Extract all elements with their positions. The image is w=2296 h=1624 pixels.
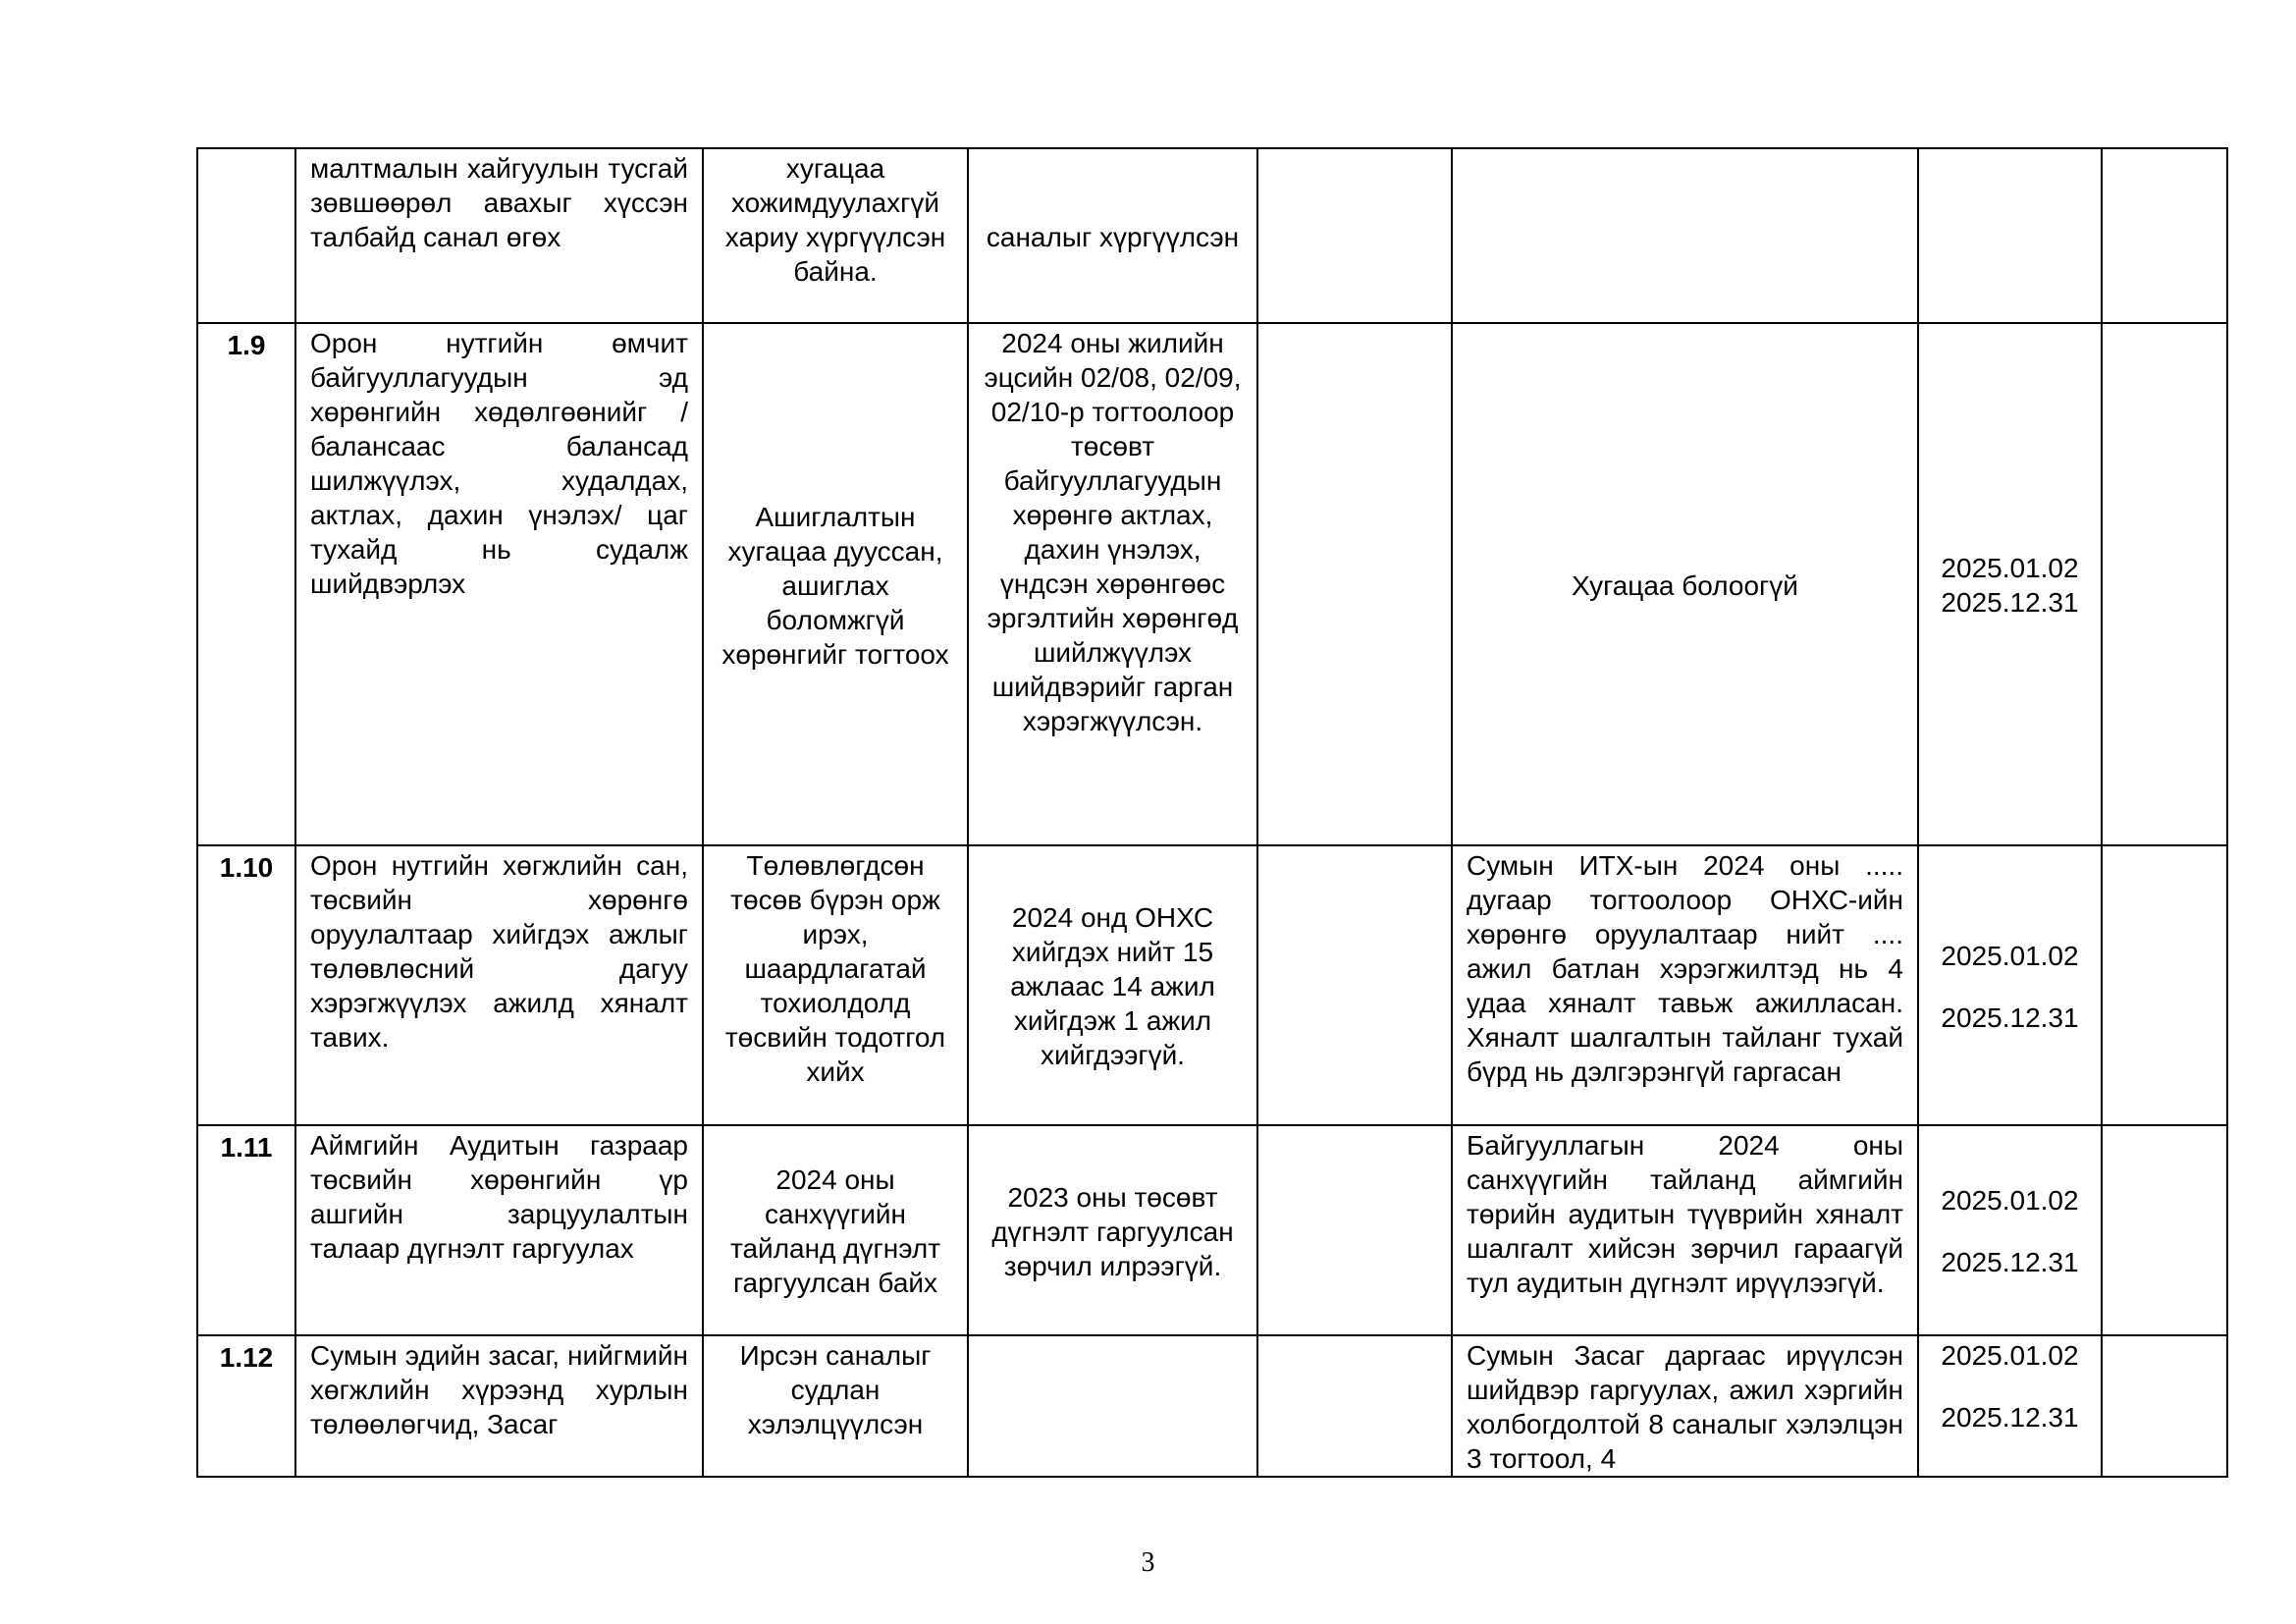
table-row bbox=[197, 1335, 2227, 1477]
page-number: 3 bbox=[1141, 1547, 1155, 1578]
criteria-cell bbox=[703, 148, 968, 323]
evaluation-text: Сумын ИТХ-ын 2024 оны ..... дугаар тогтоолоор ОНХС-ийн хөрөнгө оруулалтаар нийт .... ажил батлан хэрэгжилтэд нь 4 удаа хяналт тавьж ажилласан. Хяналт шалгалтын тайланг тухай бүрд нь дэлгэрэнгүй гаргасан bbox=[1467, 850, 1903, 1087]
empty-cell bbox=[2102, 323, 2227, 845]
criteria-text: Ашиглалтын хугацаа дууссан, ашиглах боломжгүй хөрөнгийг тогтоох bbox=[721, 501, 949, 670]
empty-cell bbox=[2102, 148, 2227, 323]
row-number: 1.12 bbox=[219, 1342, 274, 1373]
task-text: Орон нутгийн өмчит байгууллагуудын эд хөрөнгийн хөдөлгөөнийг /балансаас балансад шилжүүлэх, худалдах, актлах, дахин үнэлэх/ цаг тухайд нь судалж шийдвэрлэх bbox=[310, 328, 688, 599]
criteria-cell bbox=[703, 323, 968, 845]
result-cell bbox=[968, 845, 1257, 1125]
table-row bbox=[197, 1125, 2227, 1335]
result-cell bbox=[968, 148, 1257, 323]
row-number-cell bbox=[197, 323, 295, 845]
date-end: 2025.12.31 bbox=[1941, 1001, 2079, 1033]
empty-cell bbox=[1257, 1335, 1452, 1477]
row-number bbox=[198, 151, 294, 153]
table-row bbox=[197, 148, 2227, 323]
task-cell bbox=[295, 1125, 703, 1335]
task-cell bbox=[295, 845, 703, 1125]
date-start: 2025.01.02 bbox=[1941, 940, 2079, 971]
date-cell bbox=[1918, 1125, 2102, 1335]
date-cell bbox=[1918, 845, 2102, 1125]
evaluation-text: Байгууллагын 2024 оны санхүүгийн тайланд аймгийн төрийн аудитын түүврийн хяналт шалгалт хийсэн зөрчил гараагүй тул аудитын дүгнэлт ирүүлээгүй. bbox=[1467, 1130, 1903, 1298]
row-number-cell bbox=[197, 1335, 295, 1477]
result-cell bbox=[968, 323, 1257, 845]
evaluation-cell bbox=[1452, 845, 1918, 1125]
evaluation-cell bbox=[1452, 323, 1918, 845]
result-text: 2024 оны жилийн эцсийн 02/08, 02/09, 02/10-р тогтоолоор төсөвт байгууллагуудын хөрөнгө актлах, дахин үнэлэх, үндсэн хөрөнгөөс эргэлтийн хөрөнгөд шийлжүүлэх шийдвэрийг гарган хэрэгжүүлсэн. bbox=[984, 328, 1242, 736]
empty-cell bbox=[2102, 845, 2227, 1125]
date-start: 2025.01.02 bbox=[1941, 1185, 2079, 1216]
date-cell bbox=[1918, 1335, 2102, 1477]
criteria-cell bbox=[703, 1335, 968, 1477]
table-row bbox=[197, 323, 2227, 845]
empty-cell bbox=[1257, 845, 1452, 1125]
result-text: саналыг хүргүүлсэн bbox=[986, 221, 1240, 252]
task-cell bbox=[295, 323, 703, 845]
criteria-text: Ирсэн саналыг судлан хэлэлцүүлсэн bbox=[739, 1340, 932, 1439]
date-cell bbox=[1918, 148, 2102, 323]
empty-cell bbox=[1257, 1125, 1452, 1335]
task-text: Орон нутгийн хөгжлийн сан, төсвийн хөрөнгө оруулалтаар хийгдэх ажлыг төлөвлөсний дагуу хэрэгжүүлэх ажилд хяналт тавих. bbox=[310, 850, 688, 1053]
criteria-text: 2024 оны санхүүгийн тайланд дүгнэлт гаргуулсан байх bbox=[729, 1164, 941, 1298]
task-cell bbox=[295, 1335, 703, 1477]
task-text: Сумын эдийн засаг, нийгмийн хөгжлийн хүрээнд хурлын төлөөлөгчид, Засаг bbox=[310, 1340, 688, 1439]
task-text: малтмалын хайгуулын тусгай зөвшөөрөл авахыг хүссэн талбайд санал өгөх bbox=[310, 153, 688, 252]
result-text: 2024 онд ОНХС хийгдэх нийт 15 ажлаас 14 ажил хийгдэж 1 ажил хийгдээгүй. bbox=[1010, 902, 1215, 1070]
table-row bbox=[197, 845, 2227, 1125]
result-text: 2023 оны төсөвт дүгнэлт гаргуулсан зөрчил илрээгүй. bbox=[991, 1181, 1234, 1281]
criteria-text: хугацаа хожимдуулахгүй хариу хүргүүлсэн байна. bbox=[724, 153, 946, 287]
criteria-text: Төлөвлөгдсөн төсөв бүрэн орж ирэх, шаардлагатай тохиолдолд төсвийн тодотгол хийх bbox=[724, 850, 946, 1087]
evaluation-cell bbox=[1452, 1125, 1918, 1335]
row-number: 1.10 bbox=[219, 852, 274, 883]
date-end: 2025.12.31 bbox=[1941, 1247, 2079, 1277]
criteria-cell bbox=[703, 1125, 968, 1335]
evaluation-cell bbox=[1452, 1335, 1918, 1477]
row-number-cell bbox=[197, 845, 295, 1125]
evaluation-cell bbox=[1452, 148, 1918, 323]
row-number: 1.11 bbox=[220, 1132, 273, 1163]
empty-cell bbox=[1257, 323, 1452, 845]
date-start: 2025.01.02 bbox=[1941, 1340, 2079, 1371]
row-number-cell bbox=[197, 1125, 295, 1335]
empty-cell bbox=[1257, 148, 1452, 323]
date-cell bbox=[1918, 323, 2102, 845]
result-cell bbox=[968, 1125, 1257, 1335]
evaluation-text: Сумын Засаг даргаас ирүүлсэн шийдвэр гаргуулах, ажил хэргийн холбогдолтой 8 саналыг хэлэлцэн 3 тогтоол, 4 bbox=[1467, 1340, 1903, 1474]
row-number: 1.9 bbox=[227, 330, 266, 360]
date-start: 2025.01.02 bbox=[1941, 553, 2079, 583]
empty-cell bbox=[2102, 1125, 2227, 1335]
date-end: 2025.12.31 bbox=[1941, 1402, 2079, 1433]
task-cell bbox=[295, 148, 703, 323]
report-table bbox=[196, 147, 2228, 1478]
evaluation-text: Хугацаа болоогүй bbox=[1572, 569, 1798, 601]
date-end: 2025.12.31 bbox=[1941, 587, 2079, 618]
criteria-cell bbox=[703, 845, 968, 1125]
row-number-cell bbox=[197, 148, 295, 323]
empty-cell bbox=[2102, 1335, 2227, 1477]
result-cell bbox=[968, 1335, 1257, 1477]
task-text: Аймгийн Аудитын газраар төсвийн хөрөнгийн үр ашгийн зарцуулалтын талаар дүгнэлт гаргуулах bbox=[310, 1130, 688, 1264]
